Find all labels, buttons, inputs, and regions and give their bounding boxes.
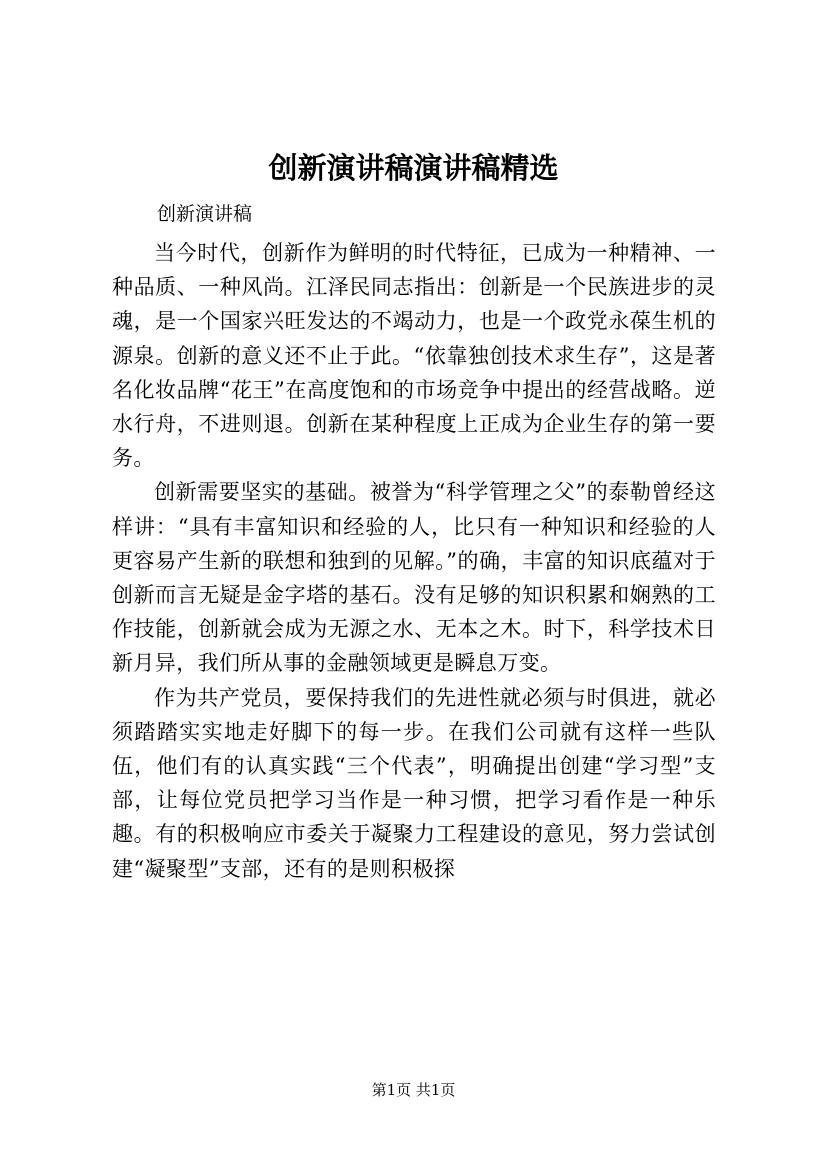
paragraph-3: 作为共产党员，要保持我们的先进性就必须与时俱进，就必须踏踏实实地走好脚下的每一步。在我们公司就有这样一些队伍，他们有的认真实践“三个代表”，明确提出创建“学习型”支部，让每位党员把学习当作是一种习惯，把学习看作是一种乐趣。有的积极响应市委关于凝聚力工程建设的意见，努力尝试创建“凝聚型”支部，还有的是则积极探 [112,685,716,881]
document-title: 创新演讲稿演讲稿精选 [268,151,559,185]
paragraph-2: 创新需要坚实的基础。被誉为“科学管理之父”的泰勒曾经这样讲：“具有丰富知识和经验的人，比只有一种知识和经验的人更容易产生新的联想和独到的见解。”的确，丰富的知识底蕴对于创新而言无疑是金字塔的基石。没有足够的知识积累和娴熟的工作技能，创新就会成为无源之水、无本之木。时下，科学技术日新月异，我们所从事的金融领域更是瞬息万变。 [112,480,716,676]
document-subtitle: 创新演讲稿 [157,203,253,225]
page-footer: 第1页 共1页 [371,1081,456,1099]
paragraph-1: 当今时代，创新作为鲜明的时代特征，已成为一种精神、一种品质、一种风尚。江泽民同志指出：创新是一个民族进步的灵魂，是一个国家兴旺发达的不竭动力，也是一个政党永葆生机的源泉。创新的意义还不止于此。“依靠独创技术求生存”，这是著名化妆品牌“花王”在高度饱和的市场竞争中提出的经营战略。逆水行舟，不进则退。创新在某种程度上正成为企业生存的第一要务。 [112,241,716,471]
document-body [112,236,716,886]
